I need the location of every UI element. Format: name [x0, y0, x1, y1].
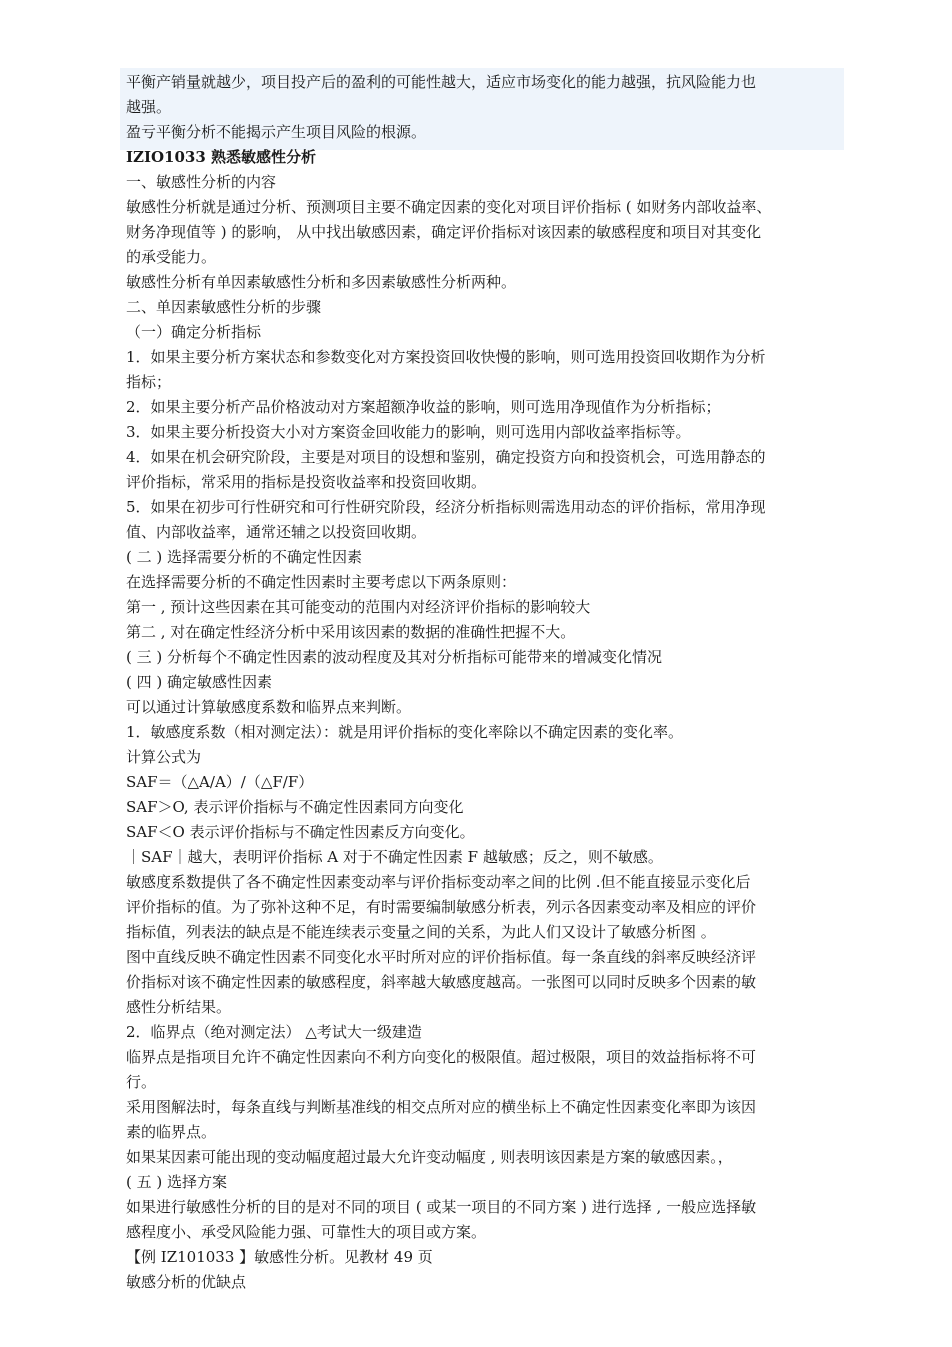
- text-line: 【例 IZ101033 】敏感性分析。见教材 49 页: [126, 1248, 433, 1266]
- text-line: 图中直线反映不确定性因素不同变化水平时所对应的评价指标值。每一条直线的斜率反映经济评: [126, 948, 757, 966]
- document-body: [126, 70, 842, 1295]
- text-line: 价指标对该不确定性因素的敏感程度，斜率越大敏感度越高。一张图可以同时反映多个因素的敏: [126, 973, 757, 991]
- text-line: SAF＞O, 表示评价指标与不确定性因素同方向变化: [126, 798, 464, 816]
- text-line: ( 二 ) 选择需要分析的不确定性因素: [126, 548, 363, 566]
- text-line: 第一 , 预计这些因素在其可能变动的范围内对经济评价指标的影响较大: [126, 598, 591, 616]
- text-line: 平衡产销量就越少，项目投产后的盈利的可能性越大，适应市场变化的能力越强，抗风险能力也: [126, 73, 757, 91]
- text-line: 2．如果主要分析产品价格波动对方案超额净收益的影响，则可选用净现值作为分析指标；: [126, 398, 721, 416]
- text-line: 如果进行敏感性分析的目的是对不同的项目 ( 或某一项目的不同方案 ) 进行选择 , 一般应选择敏: [126, 1198, 757, 1216]
- text-line: SAF＜O 表示评价指标与不确定性因素反方向变化。: [126, 823, 475, 841]
- text-line: 敏感性分析就是通过分析、预测项目主要不确定因素的变化对项目评价指标 ( 如财务内部收益率、: [126, 198, 772, 216]
- text-line: 1．如果主要分析方案状态和参数变化对方案投资回收快慢的影响，则可选用投资回收期作为分析: [126, 348, 766, 366]
- text-line: 计算公式为: [126, 748, 202, 766]
- text-line: 临界点是指项目允许不确定性因素向不利方向变化的极限值。超过极限，项目的效益指标将不可: [126, 1048, 757, 1066]
- text-line: 的承受能力。: [126, 248, 217, 266]
- text-line: 越强。: [126, 98, 172, 116]
- text-line: 行。: [126, 1073, 157, 1091]
- text-line: 评价指标，常采用的指标是投资收益率和投资回收期。: [126, 473, 487, 491]
- text-line: 在选择需要分析的不确定性因素时主要考虑以下两条原则：: [126, 573, 517, 591]
- text-line: 值、内部收益率，通常还辅之以投资回收期。: [126, 523, 427, 541]
- text-line: 5．如果在初步可行性研究和可行性研究阶段，经济分析指标则需选用动态的评价指标，常用净现: [126, 498, 766, 516]
- text-line: ( 四 ) 确定敏感性因素: [126, 673, 273, 691]
- text-line: 采用图解法时，每条直线与判断基准线的相交点所对应的横坐标上不确定性因素变化率即为该因: [126, 1098, 757, 1116]
- text-line: 第二 , 对在确定性经济分析中采用该因素的数据的准确性把握不大。: [126, 623, 576, 641]
- text-line: 指标值，列表法的缺点是不能连续表示变量之间的关系，为此人们又设计了敏感分析图 。: [126, 923, 716, 941]
- text-line: 一、敏感性分析的内容: [126, 173, 277, 191]
- text-line: 4．如果在机会研究阶段，主要是对项目的设想和鉴别，确定投资方向和投资机会，可选用静态的: [126, 448, 766, 466]
- text-line: 财务净现值等 ) 的影响， 从中找出敏感因素，确定评价指标对该因素的敏感程度和项目对其变化: [126, 223, 762, 241]
- text-line: 3．如果主要分析投资大小对方案资金回收能力的影响，则可选用内部收益率指标等。: [126, 423, 691, 441]
- section-heading: IZIO1033 熟悉敏感性分析: [126, 148, 317, 166]
- text-line: ( 三 ) 分析每个不确定性因素的波动程度及其对分析指标可能带来的增减变化情况: [126, 648, 663, 666]
- text-line: 如果某因素可能出现的变动幅度超过最大允许变动幅度 , 则表明该因素是方案的敏感因素。，: [126, 1148, 733, 1166]
- text-line: 指标；: [126, 373, 172, 391]
- text-line: 感性分析结果。: [126, 998, 232, 1016]
- text-line: ( 五 ) 选择方案: [126, 1173, 228, 1191]
- text-line: ｜SAF｜越大，表明评价指标 A 对于不确定性因素 F 越敏感；反之，则不敏感。: [126, 848, 663, 866]
- text-line: 二、单因素敏感性分析的步骤: [126, 298, 322, 316]
- text-line: 1．敏感度系数（相对测定法）：就是用评价指标的变化率除以不确定因素的变化率。: [126, 723, 684, 741]
- text-line: 敏感分析的优缺点: [126, 1273, 247, 1291]
- text-line: 素的临界点。: [126, 1123, 217, 1141]
- text-line: 评价指标的值。为了弥补这种不足，有时需要编制敏感分析表，列示各因素变动率及相应的评价: [126, 898, 757, 916]
- text-line: 盈亏平衡分析不能揭示产生项目风险的根源。: [126, 123, 427, 141]
- text-line: （一）确定分析指标: [126, 323, 262, 341]
- text-line: 可以通过计算敏感度系数和临界点来判断。: [126, 698, 412, 716]
- text-line: 2．临界点（绝对测定法） △考试大一级建造: [126, 1023, 422, 1041]
- text-line: 敏感度系数提供了各不确定性因素变动率与评价指标变动率之间的比例 .但不能直接显示变化后: [126, 873, 751, 891]
- text-line: 敏感性分析有单因素敏感性分析和多因素敏感性分析两种。: [126, 273, 517, 291]
- text-line: 感程度小、承受风险能力强、可靠性大的项目或方案。: [126, 1223, 487, 1241]
- text-line: SAF＝（△A/A）/（△F/F）: [126, 773, 314, 791]
